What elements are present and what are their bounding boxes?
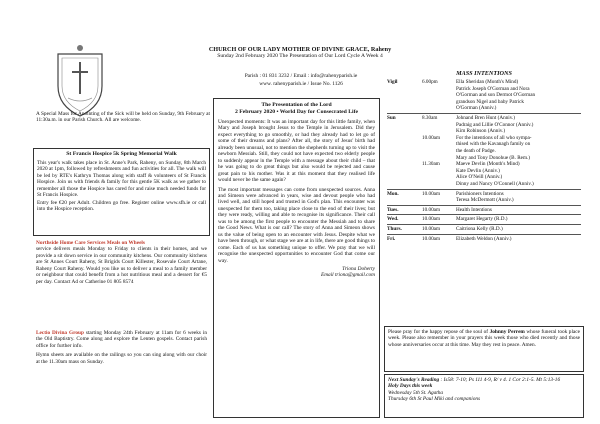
mass-intention: Caitriona Kelly (R.D.) [456,226,503,232]
mass-intention: the death of Padge. [456,148,496,154]
mass-day: Vigil [387,79,398,85]
prayer-text-start: Please pray for the happy repose of the soul of [388,329,490,335]
mass-divider [387,113,581,114]
mass-intention: Teresa McDermott (Anniv.) [456,197,514,204]
holy-day-thursday: Thursday 6th St Paul Miki and companions [388,396,481,403]
presentation-box [213,98,380,418]
presentation-email: Email triona@gmail.com [320,272,375,279]
mass-time: 11.30am [422,161,440,168]
mass-intention: O'Gorman (Anniv.) [456,105,497,112]
mass-intention: Kim Robinson (Anniv.) [456,128,506,135]
mass-intention: Health Intentions [456,206,492,213]
contact-box [228,68,374,96]
mass-intention: Kate Devlin (Anniv.) [456,167,500,174]
holy-days-label: Holy Days this week [388,383,433,390]
hospice-title: St Francis Hospice 5k Spring Memorial Walk [66,151,177,157]
next-sunday-readings: : Is58: 7-10; Ps 111 4-9, R/ v 4. 1 Cor 2:1-5. Mt 5:13-16 [439,377,561,383]
mass-time: 10.00am [422,134,441,141]
mass-time: 10.00am [422,216,441,223]
church-crest-logo-icon [48,42,112,120]
mass-divider [387,224,581,225]
mass-day: Wed. [387,216,399,223]
next-sunday-label: Next Sunday's Reading [388,377,440,383]
mass-time: 10.00am [422,190,441,197]
homecare-title: Northside Home Care Services Meals on Wheels [36,240,145,246]
mass-intention: Alice O'Neill (Anniv.) [456,174,503,181]
next-sunday-box [384,374,584,418]
mass-day: Thurs. [387,226,402,232]
mass-intention: Mary and Tony Donohue (B. Rem.) [456,154,531,161]
prayer-text-end: whose funeral took place week. Please also remember in your prayers this week those who died recently and those whose anniversaries occur at this time. May they rest in peace. Amen. [388,329,580,348]
mass-intention: For the intentions of all who sympa- [456,134,532,141]
lectio-box [33,328,210,418]
prayer-box [384,326,584,372]
mass-intention: Ella Sheridan (Month's Mind) [456,79,519,85]
mass-intention: grandson Nigel and baby Patrick [456,98,524,105]
mass-day: Mon. [387,190,399,197]
mass-day: Tues. [387,206,399,213]
lectio-title: Lectio Divina Group [36,330,84,336]
lectio-text: starting Monday 24th February at 11am for 6 weeks in the Old Baptistry. Come along and explore the Lenten gospels. Contact parish office for further info. [36,330,207,349]
mass-divider [387,234,581,235]
presentation-author: Triona Doherty [342,265,375,272]
anointing-box [36,111,210,143]
parish-website-issue: www. rahenyparish.ie / Issue No. 1126 [259,81,343,87]
mass-intention: Patrick Joseph O'Gorman and Nora [456,85,530,92]
mass-divider [387,205,581,206]
presentation-paragraph-2: The most important messages can come from unexpected sources. Anna and Simeon were advanced in years, wise and devout people who had lived well, and still hoped and trusted in God's plan. This encounter was unexpected for them too, taking place close to the end of their lives; but they were ready, willing and able to recognise its significance. Their call was to be among the first people to encounter the Messiah and to share the Good News. What is our call? The story of Anna and Simeon shows us the value of being open to an encounter with Jesus. Despite what we have been through, or what stage we are at in life, there are good things to come. Each of us has something unique to offer. We pray that we will recognise the unexpected opportunities to encounter God that come our way. [218,186,375,264]
mass-time: 10.00am [422,206,441,213]
presentation-paragraph-1: Unexpected moments: It was an important day for this little family, when Mary and Joseph brought Jesus to the Temple in Jerusalem. Did they expect everything to go smoothly, or had they already had to let go of some of their dreams and plans? After all, the story of Jesus' birth had already been unusual, not to mention the shepherds turning up to visit the newborn Messiah. Still, they could not have expected two elderly people to suddenly appear in the Temple with a message about their child – that he was going to do great things but also would be rejected and cause great pain to his mother. Was it at this moment that they realised life would never be the same again? [218,119,375,184]
presentation-title: The Presentation of the Lord [261,102,332,108]
hospice-text: This year's walk takes place in St. Anne's Park, Raheny, on Sunday, 8th March 2020 at 1pm, followed by refreshments and fun activities for all. The walk will be led by RTE's Kathryn Thomas along with staff & volunteers of St Francis Hospice. Join us with friends & family for this gentle 5K walk as we gather to remember all those the Hospice has cared for and raise much needed funds for St Francis Hospice. [37,160,206,199]
holy-day-wednesday: Wednesday 5th St. Agatha [388,389,444,396]
homecare-text: service delivers meals Monday to Friday to clients in their homes, and we provide a sit down service in our community kitchens. Our community kitchens are St Annes Court Raheny, St Brigids Court Killester, Rosevale Court Artane, Raheny Court Raheny. Would you like us to deliver a meal to a family member or neighbour that could benefit from a hot nutritious meal and a dessert for €5 per day. Contact Ad or Catherine 01 805 8574 [36,246,207,285]
homecare-box [33,238,210,328]
mass-intention: thised with the Kavanagh family on [456,141,531,148]
hospice-box [33,148,210,236]
mass-time: 10.00am [422,235,441,242]
mass-intention: O'Gorman and son Dermot O'Gorman [456,92,536,99]
parish-phone-email: Parish : 01 831 3232 / Email : info@rahenyparish.ie [244,73,358,79]
presentation-subtitle: 2 February 2020 • World Day for Consecrated Life [234,109,359,115]
mass-intention: Margaret Hegarty (R.D.) [456,216,508,223]
mass-intentions [384,70,584,298]
bulletin-date: Sunday 2nd February 2020 The Presentation of Our Lord Cycle A Week 4 [217,53,383,59]
mass-intention: Padraig and Lillie O'Connor (Anniv.) [456,121,534,128]
mass-intentions-table [384,79,584,294]
hymn-sheets-text: Hymn sheets are available on the railings so you can sing along with our choir at the 11.30am mass on Sunday. [36,352,207,365]
deceased-name: Johnny Perrem [489,329,525,335]
mass-intention: Parishioners Intentions [456,190,504,197]
mass-day: Fri. [387,235,396,242]
mass-intention: Elizabeth Weldon (Anniv.) [456,235,512,242]
mass-time: 6.00pm [422,79,438,85]
mass-divider [387,189,581,190]
anointing-text: A Special Mass for Anointing of the Sick will be held on Sunday, 9th February at 11:30a.m. in our Parish Church. All are welcome. [36,111,210,124]
mass-time: 8.30am [422,115,438,121]
mass-day: Sun [387,115,396,121]
mass-intention: Johnand Bren Hunt (Anniv.) [456,115,516,121]
mass-intentions-title: MASS INTENTIONS [456,70,512,77]
mass-intention: Dinny and Nancy O'Connell (Anniv.) [456,181,534,187]
parish-title: CHURCH OF OUR LADY MOTHER OF DIVINE GRACE, Raheny [208,46,392,53]
mass-intention: Maeve Devlin (Month's Mind) [456,161,520,168]
mass-time: 10.00am [422,226,441,232]
hospice-entry: Entry fee €20 per Adult. Children go free. Register online www.sfh.ie or call into the Hospice reception. [37,199,206,213]
